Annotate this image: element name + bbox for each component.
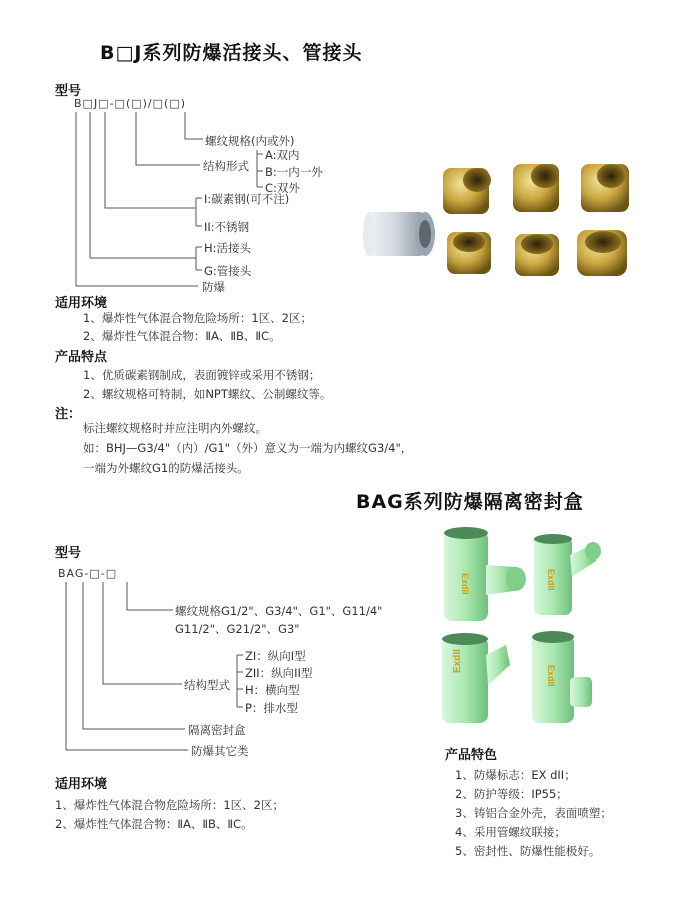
bj-type-option-g: G:管接头 [204,264,252,278]
bj-note-line-1: 标注螺纹规格时并应注明内外螺纹。 [83,421,267,435]
seal-box-label-2: ExdII [546,569,556,591]
bj-material-option-1: I:碳素钢(可不注) [204,192,290,206]
bag-structure-option-zi: ZI：纵向I型 [245,649,306,663]
bj-model-heading: 型号 [55,84,82,99]
seal-box-image-1 [444,527,526,621]
brass-fitting-image-2 [513,164,559,212]
bag-thread-spec-line-1: 螺纹规格G1/2"、G3/4"、G1"、G11/4" [175,604,383,618]
bag-structure-option-h: H：横向型 [245,683,300,697]
bag-features-item-5: 5、密封性、防爆性能极好。 [455,844,601,858]
bj-env-heading: 适用环境 [55,296,108,311]
bj-product-photo [355,150,645,280]
bj-structure-option-b: B:一内一外 [265,165,323,179]
bag-env-heading: 适用环境 [55,777,108,792]
bag-features-item-2: 2、防护等级：IP55； [455,787,568,801]
bag-features-item-1: 1、防爆标志：EX dII； [455,768,576,782]
bj-explosion-proof: 防爆 [202,280,225,294]
seal-box-label-1: ExdII [460,573,470,595]
bag-structure-option-p: P：排水型 [245,701,298,715]
brass-fitting-image-4 [447,232,491,274]
bj-note-line-3: 一端为外螺纹G1的防爆活接头。 [83,461,249,475]
bag-structure-label: 结构型式 [184,678,230,692]
brass-fitting-image-1 [443,168,491,214]
bag-other-class: 防爆其它类 [191,744,249,758]
bj-note-heading: 注： [55,407,82,422]
bj-features-heading: 产品特点 [55,350,108,365]
zinc-fitting-image [363,212,435,256]
bag-structure-option-zii: ZII：纵向II型 [245,666,313,680]
brass-fitting-image-5 [515,234,559,276]
bag-env-item-2: 2、爆炸性气体混合物：ⅡA、ⅡB、ⅡC。 [55,817,253,831]
seal-box-image-2 [534,534,601,615]
bag-product-photo [436,525,606,730]
brass-fitting-image-6 [577,230,627,276]
bj-material-option-2: II:不锈钢 [204,220,250,234]
bj-env-item-1: 1、爆炸性气体混合物危险场所：1区、2区； [83,311,312,325]
bj-features-item-2: 2、螺纹规格可特制，如NPT螺纹、公制螺纹等。 [83,387,332,401]
bj-structure-option-a: A:双内 [265,148,300,162]
seal-box-image-4 [532,631,592,723]
bj-features-item-1: 1、优质碳素钢制成，表面镀锌或采用不锈钢； [83,368,321,382]
bj-structure-label: 结构形式 [203,159,249,173]
bj-thread-spec: 螺纹规格(内或外) [205,134,295,148]
bj-type-option-h: H:活接头 [204,241,252,255]
bj-env-item-2: 2、爆炸性气体混合物：ⅡA、ⅡB、ⅡC。 [83,329,281,343]
bag-env-item-1: 1、爆炸性气体混合物危险场所：1区、2区； [55,798,284,812]
bag-model-code: BAG-□-□ [58,567,118,580]
seal-box-label-3: ExdII [452,649,463,673]
bag-model-heading: 型号 [55,546,82,561]
bag-features-item-3: 3、铸铝合金外壳，表面喷塑； [455,806,612,820]
bj-title: B□J系列防爆活接头、管接头 [100,42,363,64]
bag-features-heading: 产品特色 [445,748,498,763]
seal-box-label-4: ExdII [546,665,556,687]
bj-structure-option-c: C:双外 [265,181,300,195]
bag-seal-box: 隔离密封盒 [188,723,246,737]
seal-box-image-3 [442,633,510,723]
bag-title: BAG系列防爆隔离密封盒 [356,491,584,513]
bj-note-line-2: 如：BHJ—G3/4"（内）/G1"（外）意义为一端为内螺纹G3/4"， [83,441,413,455]
bj-model-code: B□J□-□(□)/□(□) [74,97,186,110]
brass-fitting-image-3 [581,164,629,212]
bag-thread-spec-line-2: G11/2"、G21/2"、G3" [175,622,300,636]
bag-features-item-4: 4、采用管螺纹联接； [455,825,566,839]
